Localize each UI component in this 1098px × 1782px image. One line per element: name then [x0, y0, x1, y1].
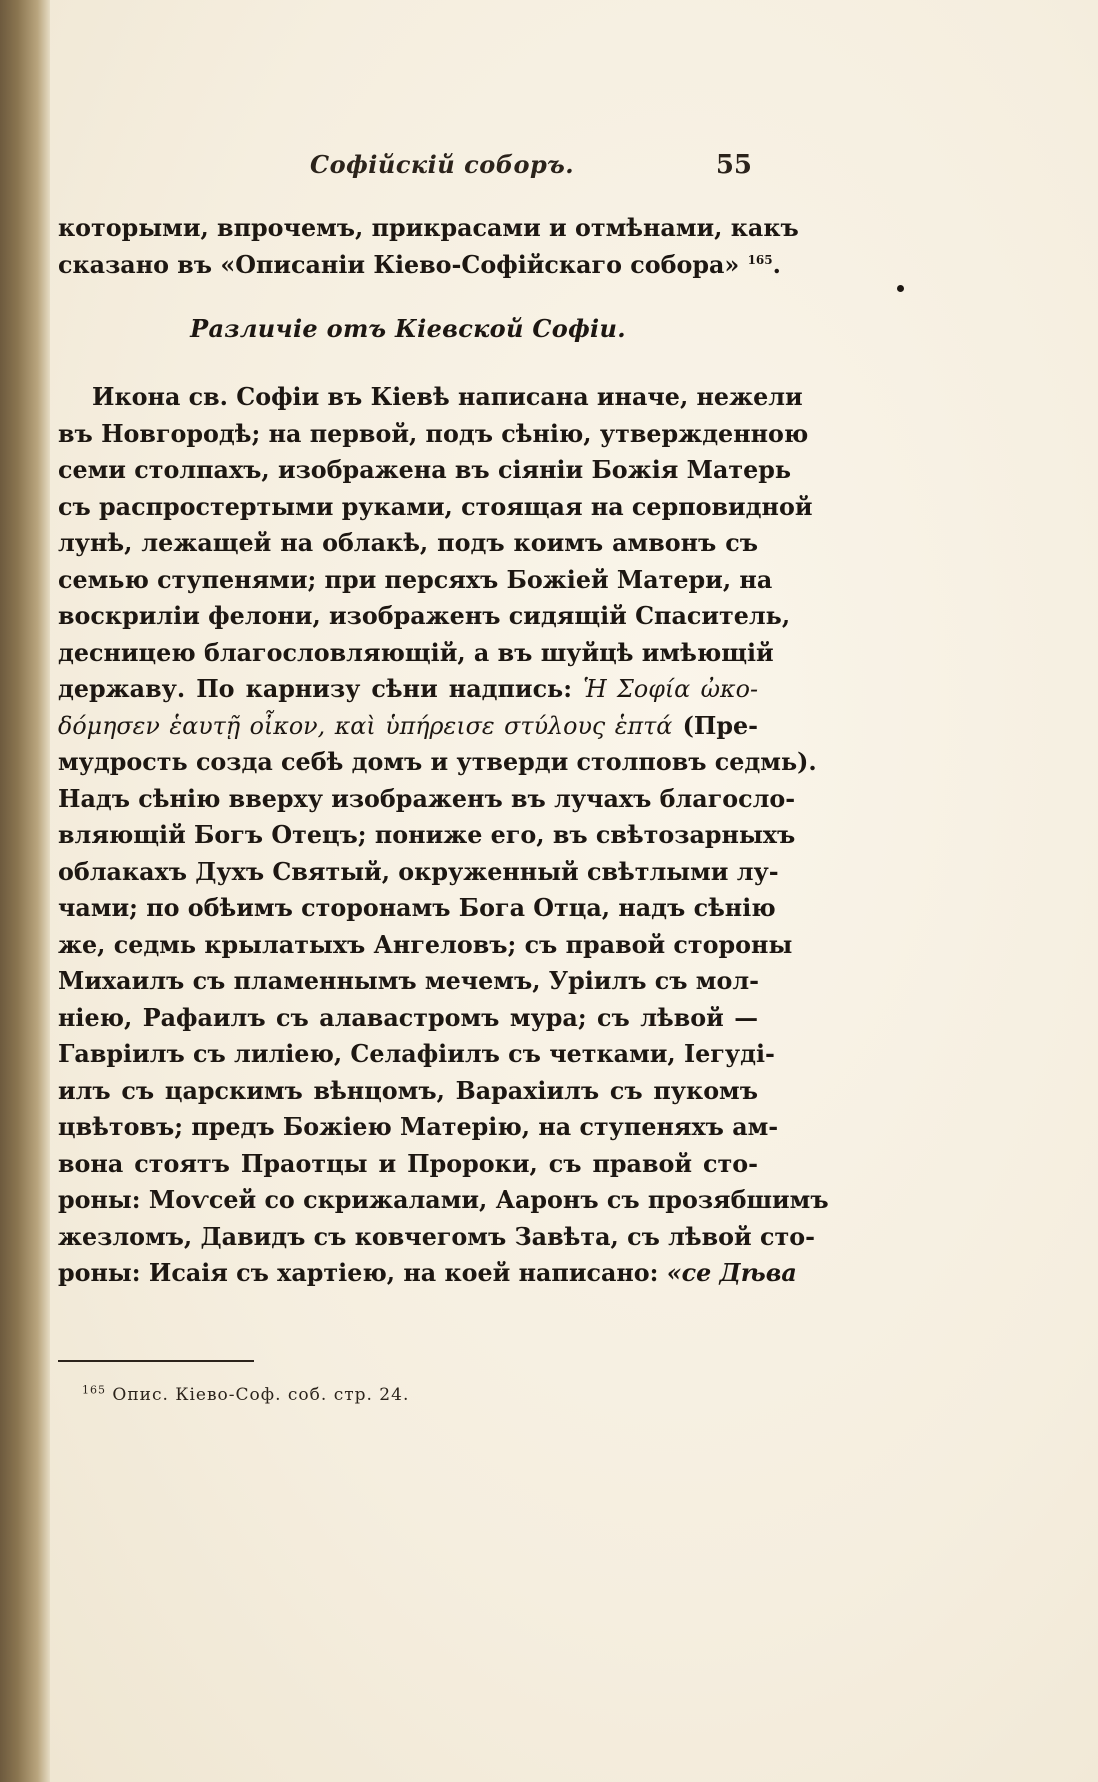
paragraph-line: вляющій Богъ Отецъ; пониже его, въ свѣтозарныхъ — [58, 821, 796, 849]
paragraph-line: облакахъ Духъ Святый, окруженный свѣтлыми лу- — [58, 857, 779, 886]
spacer — [58, 347, 758, 379]
ink-speck — [897, 285, 904, 292]
footnote — [82, 1385, 409, 1405]
paragraph-line: семью ступенями; при персяхъ Божіей Матери, на — [58, 565, 773, 594]
paragraph-text: державу. По карнизу сѣни надпись: — [58, 675, 572, 703]
footnote-rule — [58, 1360, 254, 1362]
paragraph-line: мудрость созда себѣ домъ и утверди столповъ седмь). — [58, 748, 817, 776]
book-spine-shadow — [0, 0, 50, 1782]
paragraph-line: лунѣ, лежащей на облакѣ, подъ коимъ амвонъ съ — [58, 529, 758, 557]
paragraph-line: воскриліи фелони, изображенъ сидящій Спаситель, — [58, 602, 791, 630]
paragraph-line-with-greek — [58, 671, 758, 708]
greek-inscription-end: δόμησεν ἑαυτῇ οἶκον, καὶ ὑπήρεισε στύλους ἑπτά — [58, 711, 673, 740]
paragraph-line: вона стоятъ Праотцы и Пророки, съ правой сто- — [58, 1149, 758, 1178]
page-body — [58, 210, 829, 1292]
intro-line-2-period: . — [772, 250, 781, 279]
section-title: Различіе отъ Кіевской Софіи. — [190, 314, 626, 343]
paragraph-line: въ Новгородѣ; на первой, подъ сѣнію, утвержденною — [58, 419, 809, 448]
paragraph-line: Икона св. Софіи въ Кіевѣ написана иначе, нежели — [92, 383, 803, 411]
page-header — [60, 150, 760, 186]
paragraph-text: роны: Исаія съ хартіею, на коей написано: — [58, 1259, 659, 1287]
footnote-marker: 165 — [82, 1383, 106, 1397]
paragraph-line: съ распростертыми руками, стоящая на серповидной — [58, 492, 813, 521]
spacer — [58, 283, 758, 311]
paragraph-line: жезломъ, Давидъ съ ковчегомъ Завѣта, съ лѣвой сто- — [58, 1222, 815, 1251]
paragraph-line: семи столпахъ, изображена въ сіяніи Божія Матерь — [58, 456, 792, 484]
intro-line-2 — [58, 247, 781, 284]
paragraph-line: ніею, Рафаилъ съ алавастромъ мура; съ лѣвой — — [58, 1003, 758, 1032]
footnote-reference: 165 — [747, 252, 773, 267]
paragraph-line-last — [58, 1255, 797, 1292]
paragraph-line-greek — [58, 708, 758, 745]
intro-line-2-text: сказано въ «Описаніи Кіево-Софійскаго собора» — [58, 250, 740, 279]
paragraph-line: цвѣтовъ; предъ Божіею Матерію, на ступеняхъ ам- — [58, 1113, 779, 1141]
quotation-start: «се Дѣва — [666, 1259, 797, 1287]
greek-inscription-start: Ἡ Σοφία ὠκο- — [583, 675, 758, 703]
paragraph-line: Гавріилъ съ лиліею, Селафіилъ съ четками, Іегуді- — [58, 1040, 775, 1068]
intro-line-1: которыми, впрочемъ, прикрасами и отмѣнами, какъ — [58, 214, 799, 242]
paragraph-line: илъ съ царскимъ вѣнцомъ, Варахіилъ съ пукомъ — [58, 1076, 758, 1105]
paragraph-line: десницею благословляющій, а въ шуйцѣ имѣющій — [58, 638, 774, 667]
paragraph-line: же, седмь крылатыхъ Ангеловъ; съ правой стороны — [58, 930, 793, 959]
paragraph-line: Михаилъ съ пламеннымъ мечемъ, Уріилъ съ мол- — [58, 967, 759, 995]
paragraph-text: (Пре- — [682, 711, 758, 740]
paragraph-line: роны: Моѵсей со скрижалами, Ааронъ съ прозябшимъ — [58, 1186, 829, 1214]
footnote-text: Опис. Кіево-Соф. соб. стр. 24. — [112, 1385, 410, 1405]
page-number: 55 — [715, 150, 752, 180]
running-title: Софійскій соборъ. — [310, 150, 575, 179]
paragraph-line: чами; по обѣимъ сторонамъ Бога Отца, надъ сѣнію — [58, 894, 776, 922]
paragraph-line: Надъ сѣнію вверху изображенъ въ лучахъ благосло- — [58, 784, 796, 813]
